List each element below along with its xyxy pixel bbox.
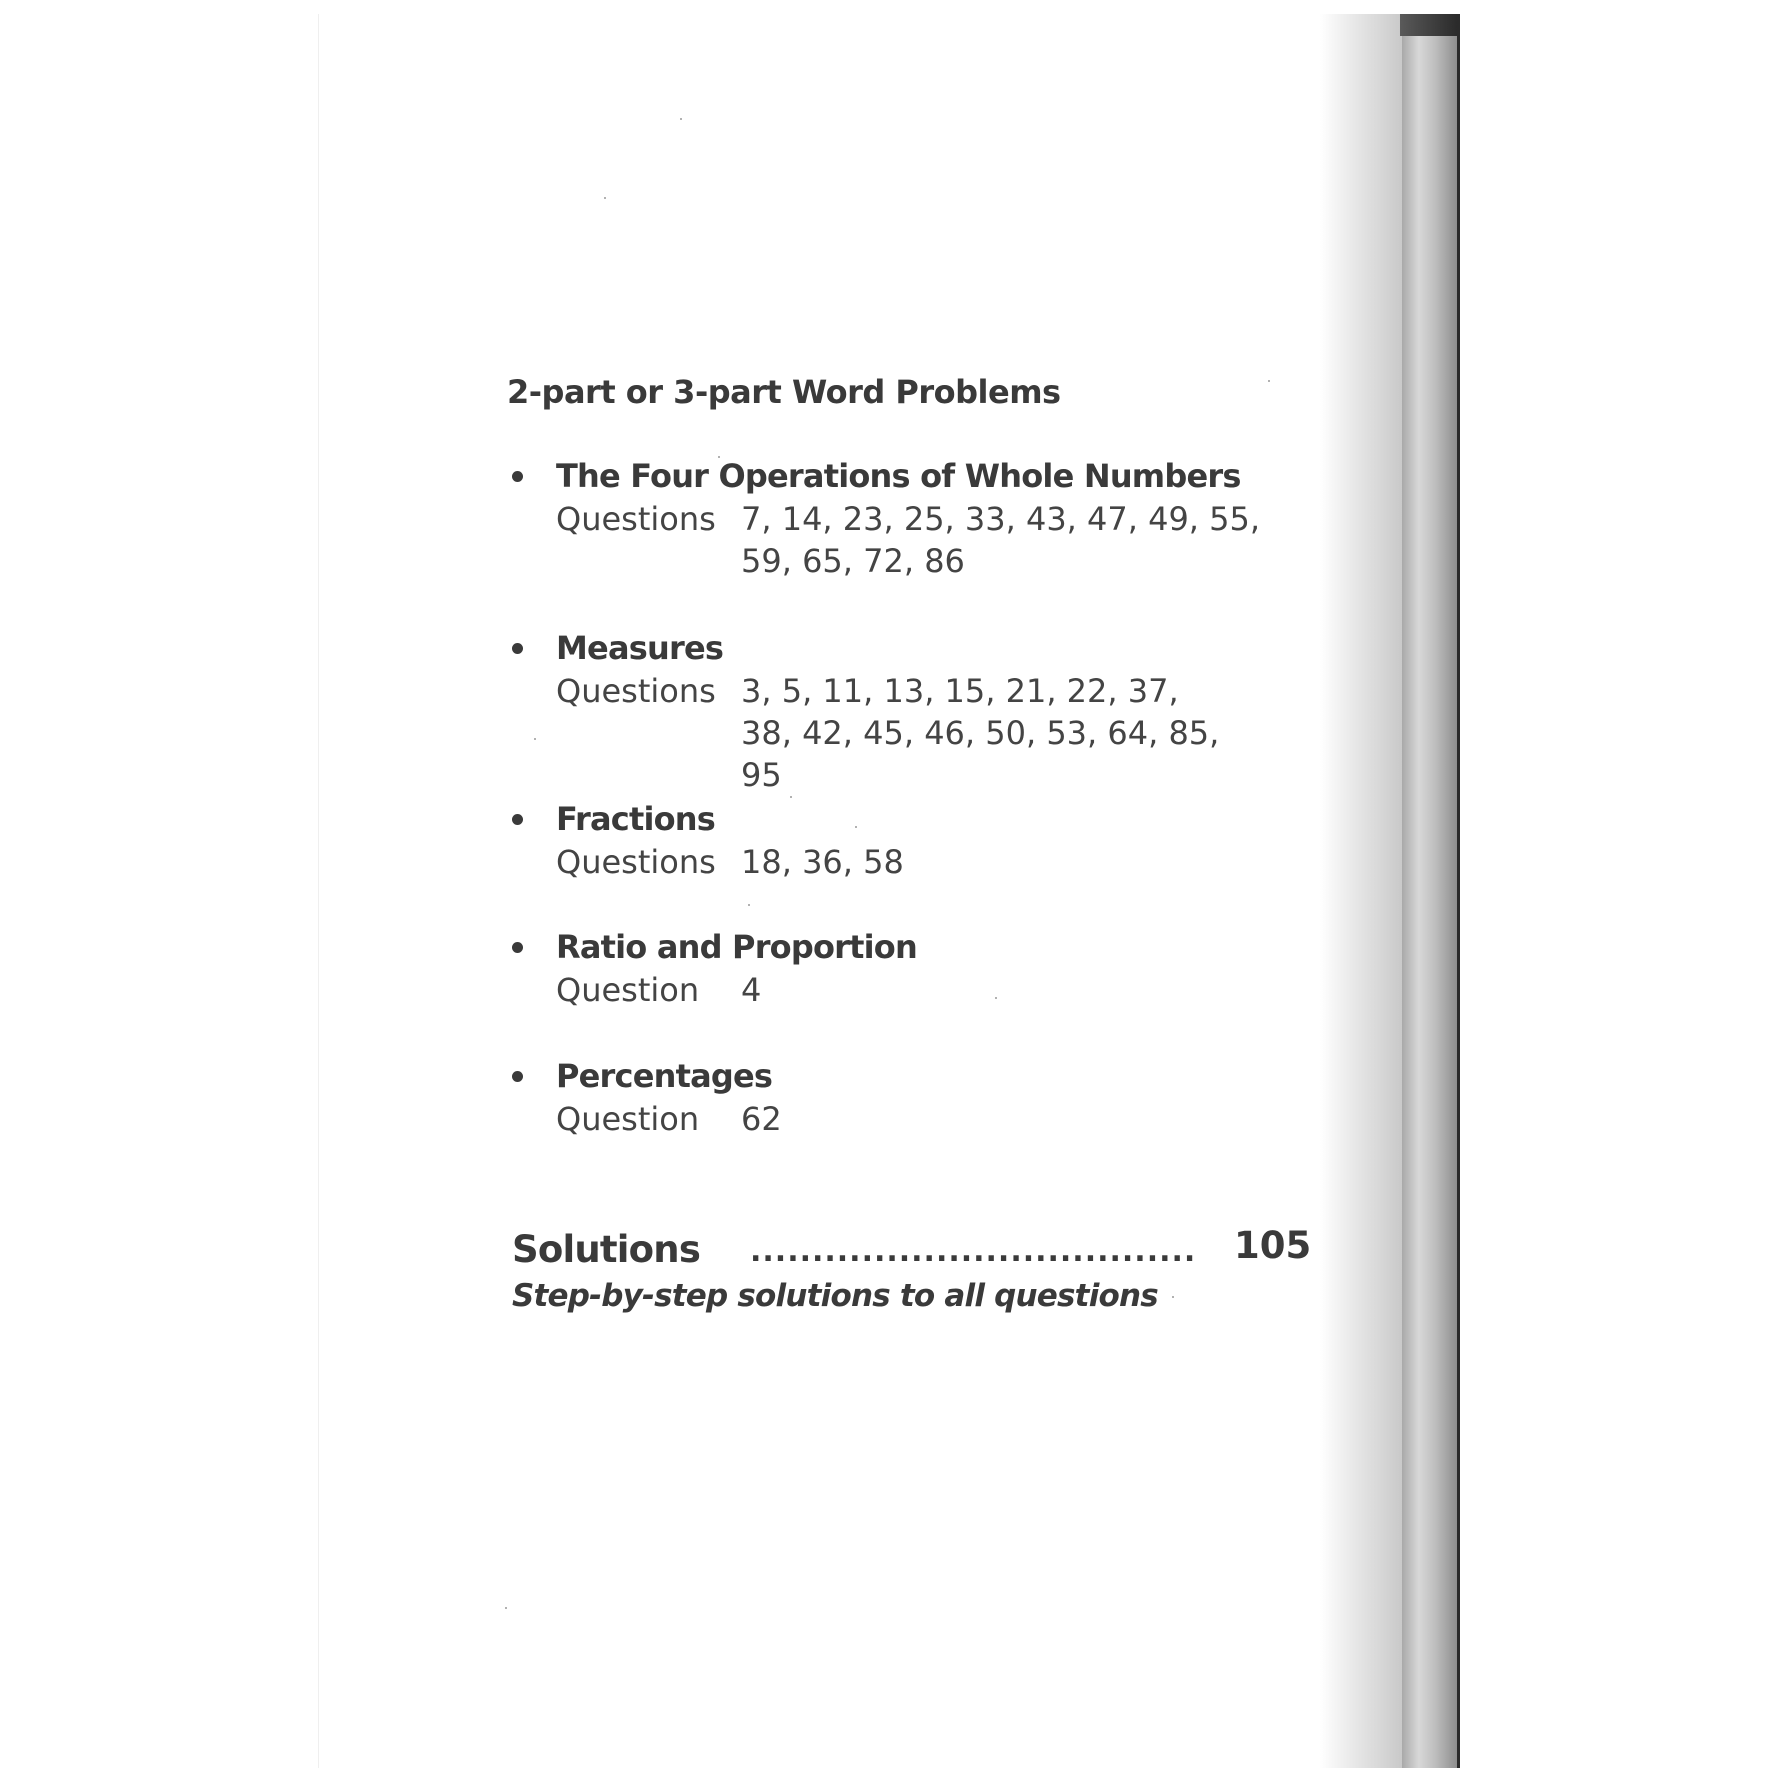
question-numbers: 18, 36, 58 [741,843,904,881]
scan-speck [680,118,682,120]
topic-percentages [508,1055,1288,1140]
binding-shadow [1320,14,1402,1768]
topic-title [508,798,1288,840]
topic-title-text: Fractions [556,800,716,838]
questions-row [508,841,1288,883]
solutions-page-number: 105 [1234,1224,1312,1267]
solutions-title: Solutions [512,1228,701,1271]
bullet-icon [512,643,523,654]
scan-speck [1268,380,1270,382]
topic-title-text: The Four Operations of Whole Numbers [556,457,1241,495]
bullet-icon [512,942,523,953]
topic-title [508,627,1288,669]
bullet-icon [512,814,523,825]
question-numbers: 4 [741,971,762,1009]
questions-label: Question [556,971,700,1009]
topic-title-text: Percentages [556,1057,773,1095]
topic-ratio-proportion [508,926,1288,1011]
cover-corner [1400,14,1458,36]
section-heading: 2-part or 3-part Word Problems [507,373,1061,411]
scan-speck [604,197,606,199]
book-page [318,14,1459,1768]
solutions-subtitle: Step-by-step solutions to all questions [512,1278,1158,1314]
questions-label: Questions [556,843,716,881]
topic-whole-numbers [508,455,1288,582]
questions-label: Questions [556,672,716,710]
topic-title [508,1055,1288,1097]
book-edge [1402,14,1458,1768]
topic-measures [508,627,1288,796]
questions-row [508,969,1288,1011]
solutions-entry [512,1224,1312,1278]
questions-row [508,498,1288,582]
questions-label: Question [556,1100,700,1138]
topic-title [508,926,1288,968]
question-numbers: 7, 14, 23, 25, 33, 43, 47, 49, 55, 59, 65, 72, 86 [741,500,1261,580]
question-numbers: 3, 5, 11, 13, 15, 21, 22, 37, 38, 42, 45, 46, 50, 53, 64, 85, 95 [741,672,1220,794]
topic-title-text: Ratio and Proportion [556,928,917,966]
questions-row [508,670,1288,796]
question-numbers: 62 [741,1100,782,1138]
questions-row [508,1098,1288,1140]
cover-edge-line [1457,14,1460,1768]
topic-title-text: Measures [556,629,724,667]
scan-speck [1172,1296,1174,1298]
scan-speck [748,904,750,906]
bullet-icon [512,1071,523,1082]
topic-fractions [508,798,1288,883]
questions-label: Questions [556,500,716,538]
dot-leader: .................................... [750,1234,1197,1269]
scan-speck [505,1607,507,1609]
topic-title [508,455,1288,497]
bullet-icon [512,471,523,482]
